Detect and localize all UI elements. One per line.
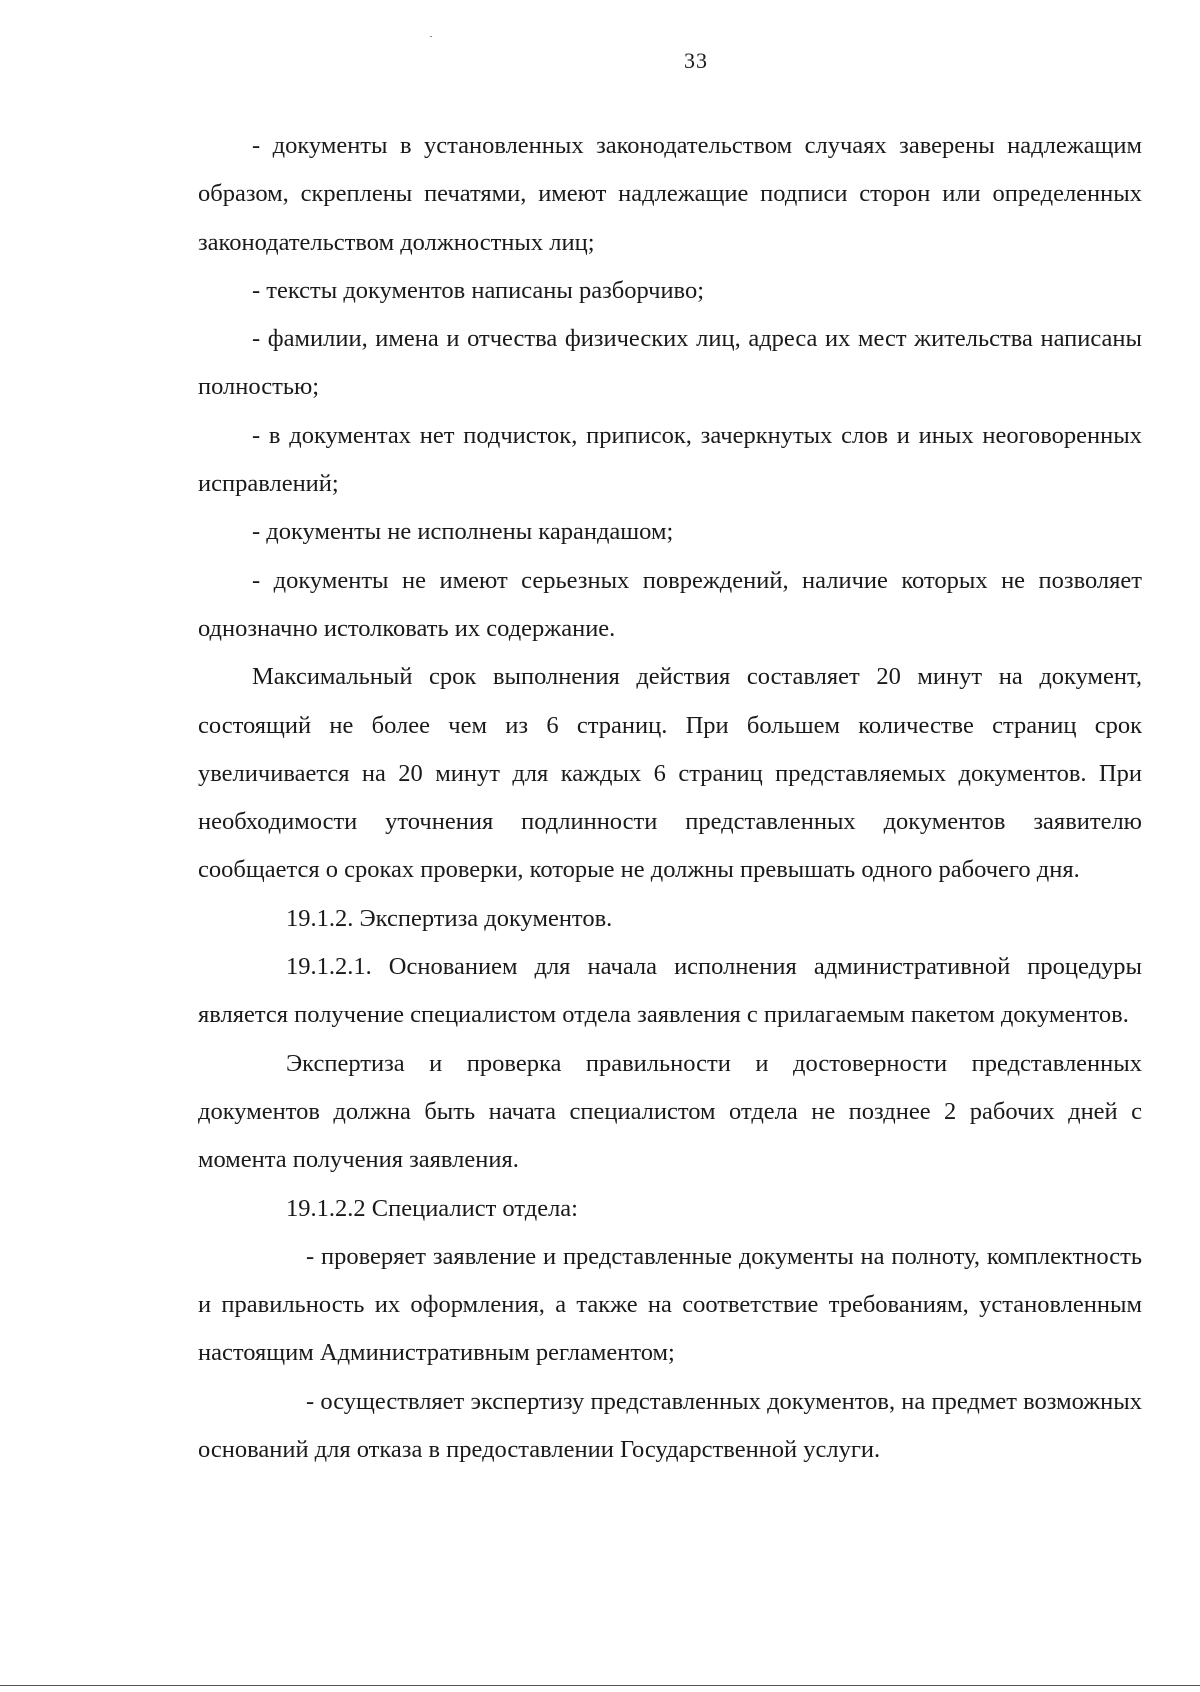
paragraph-certified-documents: - документы в установленных законодательством случаях заверены надлежащим образом, скреплены печатями, имеют надлежащие подписи сторон или определенных законодательством должностных лиц; <box>198 132 1142 256</box>
page-number: 33 <box>684 48 708 73</box>
paragraph-no-damage: - документы не имеют серьезных повреждений, наличие которых не позволяет однозначно истолковать их содержание. <box>198 566 1142 642</box>
section-heading-specialist: 19.1.2.2 Специалист отдела: <box>286 1194 578 1222</box>
section-heading-expertise: 19.1.2. Экспертиза документов. <box>286 904 613 932</box>
paragraph-max-duration: Максимальный срок выполнения действия составляет 20 минут на документ, состоящий не более чем из 6 страниц. При большем количестве страниц срок увеличивается на 20 минут для каждых 6 страниц представляемых документов. При необходимости уточнения подлинности представленных документов заявителю сообщается о сроках проверки, которые не должны превышать одного рабочего дня. <box>198 663 1142 884</box>
document-body <box>198 122 1142 1474</box>
paragraph-no-pencil: - документы не исполнены карандашом; <box>252 518 674 546</box>
paragraph-procedure-basis: 19.1.2.1. Основанием для начала исполнения административной процедуры является получение специалистом отдела заявления с прилагаемым пакетом документов. <box>198 953 1142 1029</box>
paragraph-legible-texts: - тексты документов написаны разборчиво; <box>252 276 705 304</box>
paragraph-performs-expertise: - осуществляет экспертизу представленных документов, на предмет возможных оснований для отказа в предоставлении Государственной услуги. <box>198 1387 1142 1464</box>
scan-speck <box>430 36 432 37</box>
paragraph-no-corrections: - в документах нет подчисток, приписок, зачеркнутых слов и иных неоговоренных исправлений; <box>198 421 1142 498</box>
scan-bottom-edge <box>0 1685 1200 1686</box>
paragraph-verification-deadline: Экспертиза и проверка правильности и достоверности представленных документов должна быть начата специалистом отдела не позднее 2 рабочих дней с момента получения заявления. <box>198 1049 1142 1174</box>
paragraph-full-names: - фамилии, имена и отчества физических лиц, адреса их мест жительства написаны полностью; <box>198 325 1142 401</box>
paragraph-checks-application: - проверяет заявление и представленные документы на полноту, комплектность и правильность их оформления, а также на соответствие требованиям, установленным настоящим Административным регламентом; <box>198 1242 1142 1367</box>
